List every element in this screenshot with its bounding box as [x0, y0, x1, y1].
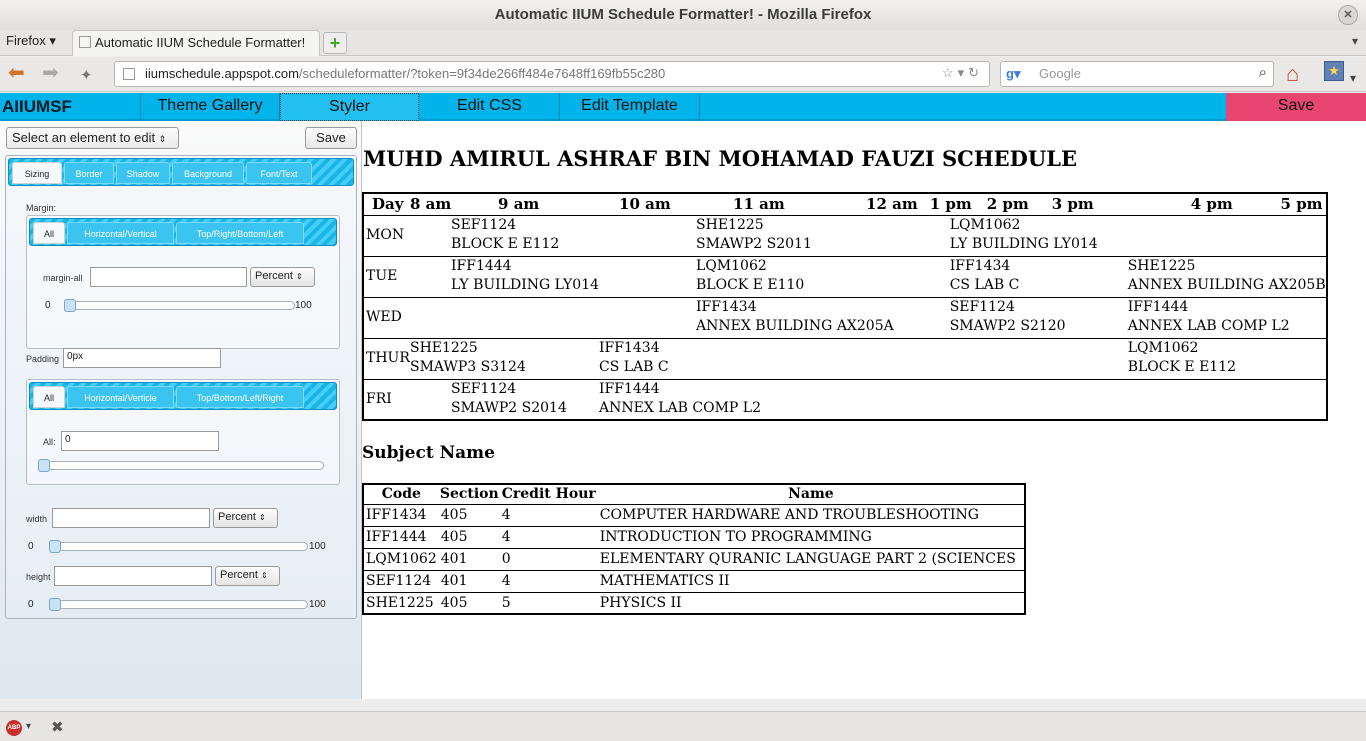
width-unit-select[interactable]: Percent ⇕	[213, 508, 278, 528]
subject-header-row	[363, 484, 1025, 504]
header-credit-hour: Credit Hour	[501, 486, 596, 503]
forward-arrow-icon[interactable]: ➡	[42, 62, 59, 84]
class-cell: SHE1225 SMAWP3 S3124	[410, 339, 526, 375]
height-slider[interactable]	[50, 600, 308, 609]
subject-name: ELEMENTARY QURANIC LANGUAGE PART 2 (SCIENCES	[598, 548, 1025, 570]
menu-theme-gallery[interactable]: Theme Gallery	[140, 93, 280, 121]
padding-tab-horizontal-verticle[interactable]: Horizontal/Verticle	[67, 386, 174, 408]
padding-slider[interactable]	[39, 461, 324, 470]
subject-table	[362, 483, 1026, 615]
adblock-dropdown-icon[interactable]: ▾	[26, 721, 32, 732]
class-cell: IFF1434 CS LAB C	[949, 257, 1020, 293]
schedule-row-fri	[363, 379, 1327, 420]
header-8am: 8 am	[410, 195, 452, 214]
header-5pm: 5 pm	[1280, 195, 1323, 214]
width-max: 100	[309, 541, 326, 552]
subject-section: 405	[439, 504, 500, 526]
height-max: 100	[309, 599, 326, 610]
new-tab-plus-icon[interactable]: +	[323, 32, 347, 54]
header-11am: 11 am	[733, 195, 785, 214]
header-4pm: 4 pm	[1190, 195, 1233, 214]
tab-border[interactable]: Border	[64, 162, 114, 184]
subject-row	[363, 592, 1025, 614]
tab-font-text[interactable]: Font/Text	[246, 162, 312, 184]
class-cell: IFF1434 ANNEX BUILDING AX205A	[696, 298, 894, 334]
class-cell: SHE1225 SMAWP2 S2011	[696, 216, 812, 252]
width-slider[interactable]	[50, 542, 308, 551]
subject-credit: 4	[500, 570, 598, 592]
adblock-plus-icon[interactable]: ABP	[6, 720, 22, 736]
class-cell: LQM1062 BLOCK E E112	[1127, 339, 1237, 375]
margin-tabs	[29, 218, 337, 246]
day-cell: THUR	[366, 350, 410, 366]
padding-label: Padding	[26, 354, 60, 364]
subject-name: COMPUTER HARDWARE AND TROUBLESHOOTING	[598, 504, 1025, 526]
subject-heading: Subject Name	[362, 443, 495, 463]
header-1pm: 1 pm	[929, 195, 972, 214]
subject-section: 401	[439, 570, 500, 592]
app-navbar	[0, 93, 1366, 121]
window-titlebar	[0, 0, 1366, 30]
day-cell: TUE	[366, 268, 398, 284]
header-9am: 9 am	[498, 195, 540, 214]
subject-row	[363, 570, 1025, 592]
tab-sizing[interactable]: Sizing	[12, 162, 62, 184]
width-slider-handle[interactable]	[49, 540, 61, 553]
class-cell	[1128, 215, 1327, 256]
sidebar-save-button[interactable]: Save	[305, 127, 357, 149]
header-day: Day	[372, 195, 404, 214]
margin-all-input[interactable]	[90, 267, 247, 287]
subject-code: LQM1062	[363, 548, 439, 570]
padding-tab-top-bottom-left-right[interactable]: Top/Bottom/Left/Right	[176, 386, 304, 408]
browser-tab[interactable]	[72, 30, 320, 56]
menu-edit-template[interactable]: Edit Template	[560, 93, 700, 121]
subject-credit: 4	[500, 526, 598, 548]
height-input[interactable]	[54, 566, 212, 586]
class-cell: LQM1062 LY BUILDING LY014	[949, 216, 1098, 252]
height-slider-handle[interactable]	[49, 598, 61, 611]
subject-code: SHE1225	[363, 592, 439, 614]
subject-row	[363, 548, 1025, 570]
styler-sidebar	[0, 121, 362, 699]
header-12am: 12 am	[866, 195, 918, 214]
schedule-table	[362, 192, 1328, 421]
styler-tabs	[8, 158, 354, 186]
day-cell: FRI	[366, 390, 392, 407]
addon-bar	[0, 711, 1366, 741]
header-10am: 10 am	[619, 195, 671, 214]
header-code: Code	[381, 486, 421, 503]
subject-code: SEF1124	[363, 570, 439, 592]
margin-tab-top-right-bottom-left[interactable]: Top/Right/Bottom/Left	[176, 222, 304, 244]
app-brand[interactable]: AIIUMSF	[2, 97, 72, 116]
subject-section: 401	[439, 548, 500, 570]
search-bar[interactable]	[1000, 61, 1274, 87]
subject-code: IFF1444	[363, 526, 439, 548]
window-close-icon[interactable]: ✕	[1338, 5, 1358, 25]
schedule-row-thur	[363, 338, 1327, 379]
subject-credit: 0	[500, 548, 598, 570]
header-section: Section	[439, 486, 499, 503]
header-3pm: 3 pm	[1051, 195, 1094, 214]
margin-slider-handle[interactable]	[64, 299, 76, 312]
padding-fieldset	[26, 379, 340, 485]
menu-edit-css[interactable]: Edit CSS	[420, 93, 560, 121]
class-cell	[410, 297, 599, 338]
height-label: height	[26, 572, 51, 582]
schedule-header-row	[363, 193, 1327, 215]
window-title: Automatic IIUM Schedule Formatter! - Mozilla Firefox	[494, 6, 872, 23]
padding-all-input[interactable]: 0	[61, 431, 219, 451]
day-cell: WED	[366, 309, 402, 325]
class-cell: SHE1225 ANNEX BUILDING AX205B	[1127, 257, 1326, 293]
padding-tab-all[interactable]: All	[33, 386, 65, 408]
styler-panel	[5, 155, 357, 619]
subject-name: PHYSICS II	[598, 592, 1025, 614]
home-icon[interactable]: ⌂	[1286, 61, 1300, 86]
tab-title: Automatic IIUM Schedule Formatter!	[95, 35, 306, 50]
height-unit-select[interactable]: Percent ⇕	[215, 566, 280, 586]
margin-slider[interactable]	[65, 301, 295, 310]
url-domain: iiumschedule.appspot.com	[145, 66, 299, 81]
schedule-heading: MUHD AMIRUL ASHRAF BIN MOHAMAD FAUZI SCHEDULE	[363, 146, 1077, 171]
margin-unit-select[interactable]: Percent ⇕	[250, 267, 315, 287]
width-input[interactable]	[52, 508, 210, 528]
tab-bar	[0, 30, 1366, 56]
element-select[interactable]: Select an element to edit ⇕	[6, 127, 179, 149]
subject-row	[363, 526, 1025, 548]
back-arrow-icon[interactable]: ⬅	[8, 62, 25, 84]
margin-fieldset	[26, 215, 340, 349]
header-2pm: 2 pm	[986, 195, 1029, 214]
url-bar[interactable]	[114, 61, 990, 87]
class-cell: IFF1444 ANNEX LAB COMP L2	[599, 380, 762, 416]
class-cell	[918, 338, 1128, 379]
class-cell: IFF1434 CS LAB C	[599, 339, 669, 375]
class-cell	[1128, 379, 1327, 420]
subject-section: 405	[439, 592, 500, 614]
padding-input[interactable]: 0px	[63, 348, 221, 368]
margin-all-label: margin-all	[43, 273, 83, 283]
subject-name: MATHEMATICS II	[598, 570, 1025, 592]
subject-name: INTRODUCTION TO PROGRAMMING	[598, 526, 1025, 548]
tab-background[interactable]: Background	[172, 162, 244, 184]
margin-min: 0	[45, 300, 51, 311]
subject-credit: 5	[500, 592, 598, 614]
search-placeholder: Google	[1039, 66, 1081, 81]
site-icon	[123, 68, 135, 80]
menu-styler[interactable]: Styler	[280, 93, 419, 121]
width-label: width	[26, 514, 48, 524]
close-addon-bar-icon[interactable]: ✖	[51, 719, 64, 736]
class-cell: LQM1062 BLOCK E E110	[696, 257, 805, 293]
save-button[interactable]: Save	[1226, 93, 1366, 121]
margin-tab-horizontal-vertical[interactable]: Horizontal/Vertical	[67, 222, 174, 244]
subject-section: 405	[439, 526, 500, 548]
class-cell: IFF1444 ANNEX LAB COMP L2	[1127, 298, 1290, 334]
width-min: 0	[28, 541, 34, 552]
tab-shadow[interactable]: Shadow	[116, 162, 170, 184]
google-icon[interactable]: g▾	[1006, 66, 1021, 81]
bookmarks-dropdown-icon[interactable]: ▾	[1350, 71, 1357, 85]
margin-tab-all[interactable]: All	[33, 222, 65, 244]
subject-code: IFF1434	[363, 504, 439, 526]
search-icon[interactable]: ⌕	[1258, 64, 1267, 81]
day-cell: MON	[366, 227, 405, 243]
schedule-row-wed	[363, 297, 1327, 338]
navigation-bar	[0, 57, 1366, 92]
identity-icon[interactable]: ✦	[80, 67, 93, 84]
tab-list-chevron-icon[interactable]: ▾	[1351, 34, 1358, 48]
class-cell	[918, 379, 1128, 420]
class-cell: SEF1124 BLOCK E E112	[451, 216, 560, 252]
bookmarks-menu-icon[interactable]: ★	[1324, 61, 1344, 81]
padding-slider-handle[interactable]	[38, 459, 50, 472]
schedule-row-tue	[363, 256, 1327, 297]
padding-tabs	[29, 382, 337, 410]
class-cell: SEF1124 SMAWP2 S2120	[949, 298, 1066, 334]
height-min: 0	[28, 599, 34, 610]
firefox-menu-button[interactable]: Firefox ▾	[6, 33, 56, 48]
subject-credit: 4	[500, 504, 598, 526]
url-path: /scheduleformatter/?token=9f34de266ff484e7648ff169fb55c280	[298, 66, 666, 81]
subject-row	[363, 504, 1025, 526]
schedule-row-mon	[363, 215, 1327, 256]
bookmark-star-icon[interactable]: ☆▾↻	[941, 65, 983, 80]
header-name: Name	[788, 486, 834, 503]
class-cell: SEF1124 SMAWP2 S2014	[451, 380, 567, 416]
class-cell: IFF1444 LY BUILDING LY014	[451, 257, 600, 293]
schedule-preview	[362, 121, 1366, 699]
padding-all-label: All:	[43, 437, 56, 447]
margin-label: Margin:	[26, 203, 57, 213]
margin-max: 100	[295, 300, 312, 311]
page-favicon-icon	[79, 36, 91, 48]
